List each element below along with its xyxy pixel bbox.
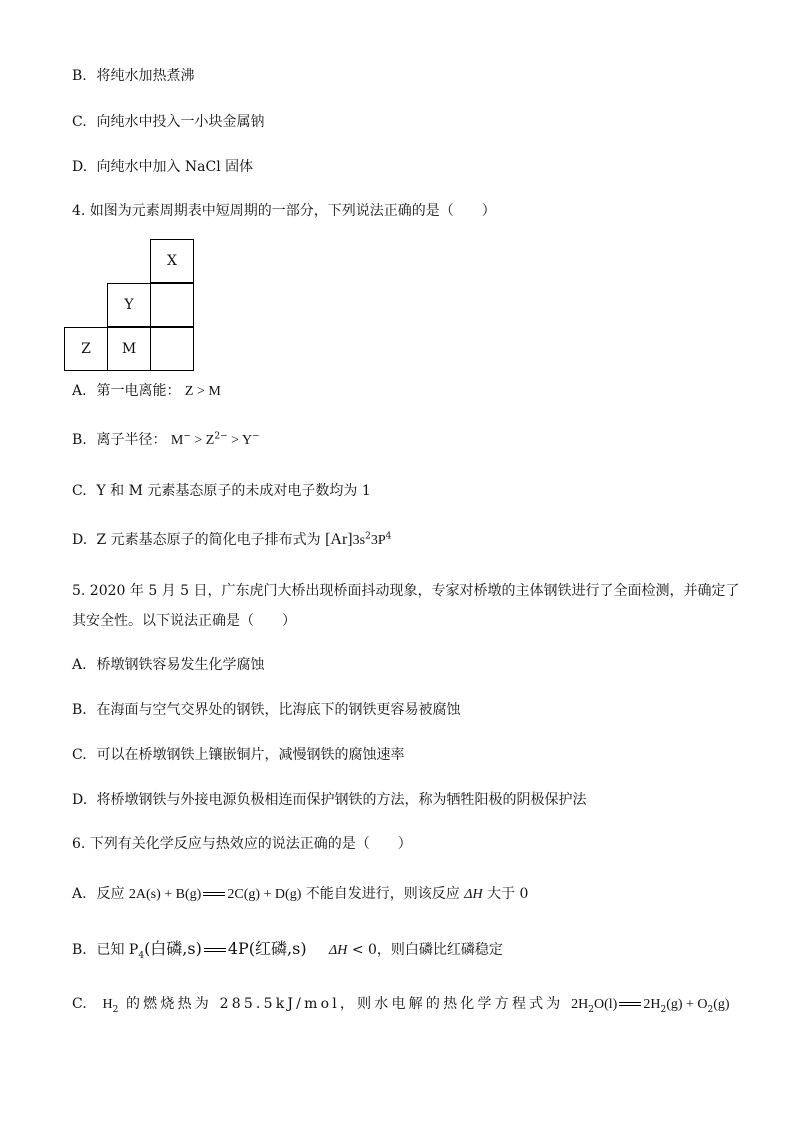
- q3-option-d: [72, 157, 253, 177]
- cell-x: X: [150, 239, 194, 283]
- subscript: 2: [588, 1004, 594, 1015]
- q5-option-a: [72, 655, 264, 675]
- q6-option-c: [72, 994, 730, 1015]
- q6-option-b: [72, 939, 503, 961]
- q3-option-c: [72, 112, 264, 132]
- subscript: 2: [707, 1004, 714, 1015]
- option-label: C.: [72, 747, 87, 763]
- q6-stem: 6. 下列有关化学反应与热效应的说法正确的是（ ）: [72, 836, 412, 852]
- option-expr: Z > M: [184, 384, 221, 399]
- electrons: 2: [365, 531, 371, 542]
- cell-y: Y: [107, 283, 151, 327]
- option-text: 第一电离能：: [96, 383, 181, 399]
- q4-stem: 4. 如图为元素周期表中短周期的一部分，下列说法正确的是（ ）: [72, 203, 496, 219]
- subscript: 4: [138, 950, 145, 961]
- q6-option-a: [72, 884, 528, 905]
- option-text: 向纯水中投入一小块金属钠: [96, 114, 265, 130]
- charge: −: [183, 431, 191, 442]
- reactants: 2A(s) + B(g): [128, 887, 202, 902]
- ion-m: M: [170, 433, 184, 448]
- option-label: D.: [72, 532, 88, 548]
- orbital-s: 3s: [352, 533, 366, 548]
- ion-y: > Y: [227, 433, 253, 448]
- products: 2C(g) + D(g): [227, 887, 302, 902]
- charge: −: [252, 431, 260, 442]
- h2: H: [102, 997, 113, 1012]
- orbital-p: 3P: [370, 533, 386, 548]
- equals-sign: [203, 892, 225, 896]
- reactant: 2H: [571, 997, 589, 1012]
- q5-option-c: [72, 745, 404, 765]
- option-label: C.: [72, 483, 87, 499]
- option-label: A.: [72, 657, 87, 673]
- reactant: O(l): [594, 997, 618, 1012]
- equals-sign: [204, 948, 226, 952]
- cell-empty: [150, 327, 194, 371]
- cell-m: M: [107, 327, 151, 371]
- ion-z: > Z: [190, 433, 215, 448]
- option-label: B.: [72, 942, 87, 958]
- option-text: 已知 P: [96, 942, 139, 958]
- option-text: 向纯水中加入 NaCl 固体: [96, 159, 254, 175]
- q4-option-c: [72, 481, 371, 501]
- red-phosphorus: 4P(红磷,s): [227, 939, 307, 958]
- cell-z: Z: [64, 327, 108, 371]
- cell-empty: [150, 283, 194, 327]
- option-text: 离子半径：: [96, 432, 167, 448]
- q5-stem-line2: 其安全性。以下说法正确是（ ）: [72, 613, 296, 629]
- option-label: C.: [72, 114, 87, 130]
- product: (g): [713, 997, 730, 1012]
- subscript: 2: [112, 1004, 119, 1015]
- option-text: 大于 0: [482, 886, 529, 902]
- option-text: < 0，则白磷比红磷稳定: [347, 942, 503, 958]
- option-text: 在海面与空气交界处的钢铁，比海底下的钢铁更容易被腐蚀: [96, 702, 461, 718]
- subscript: 2: [660, 1004, 667, 1015]
- charge: 2−: [214, 431, 228, 442]
- q5-option-b: [72, 700, 460, 720]
- option-label: D.: [72, 792, 88, 808]
- option-label: C.: [72, 996, 87, 1012]
- option-label: B.: [72, 68, 87, 84]
- core-config: [Ar]: [325, 531, 353, 548]
- option-text: 不能自发进行，则该反应: [301, 886, 465, 902]
- option-text: 桥墩钢铁容易发生化学腐蚀: [96, 657, 265, 673]
- option-text: 的燃烧热为 285.5kJ/mol，则水电解的热化学方程式为: [118, 996, 572, 1012]
- delta-h: ΔH: [329, 943, 348, 958]
- product: (g) + O: [666, 997, 708, 1012]
- option-label: A.: [72, 383, 87, 399]
- q5-option-d: [72, 790, 586, 810]
- option-label: B.: [72, 702, 87, 718]
- product: 2H: [643, 997, 661, 1012]
- option-text: 将纯水加热煮沸: [96, 68, 195, 84]
- option-text: 反应: [96, 886, 129, 902]
- option-label: D.: [72, 159, 88, 175]
- white-phosphorus: (白磷,s): [144, 939, 202, 958]
- electrons: 4: [385, 531, 392, 542]
- delta-h: ΔH: [464, 887, 483, 902]
- q4-option-b: [72, 430, 260, 451]
- option-text: 将桥墩钢铁与外接电源负极相连而保护钢铁的方法，称为牺牲阳极的阴极保护法: [96, 792, 587, 808]
- q5-stem-line1: 5. 2020 年 5 月 5 日，广东虎门大桥出现桥面抖动现象，专家对桥墩的主体钢铁进行了全面检测，并确定了: [72, 583, 740, 599]
- option-label: B.: [72, 432, 87, 448]
- q4-option-d: [72, 530, 391, 551]
- q4-option-a: [72, 381, 221, 402]
- option-text: Z 元素基态原子的简化电子排布式为: [96, 532, 321, 548]
- option-text: 可以在桥墩钢铁上镶嵌铜片，减慢钢铁的腐蚀速率: [96, 747, 405, 763]
- option-label: A.: [72, 886, 87, 902]
- option-text: Y 和 M 元素基态原子的未成对电子数均为 1: [96, 483, 371, 499]
- q3-option-b: [72, 66, 194, 86]
- equals-sign: [619, 1002, 641, 1006]
